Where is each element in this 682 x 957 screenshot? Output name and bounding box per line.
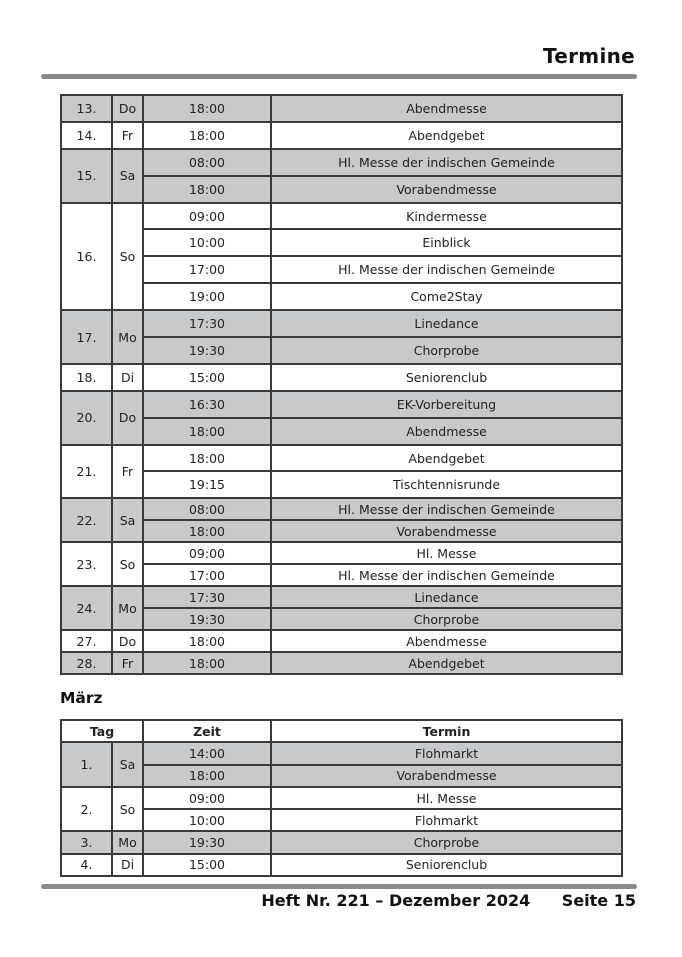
time-cell: 17:30: [143, 310, 271, 337]
event-cell: Vorabendmesse: [271, 176, 622, 203]
table-row: [61, 149, 622, 176]
event-cell: Tischtennisrunde: [271, 471, 622, 498]
table-row: [61, 391, 622, 418]
time-cell: 18:00: [143, 652, 271, 674]
event-cell: Flohmarkt: [271, 809, 622, 831]
table-row: [61, 364, 622, 391]
weekday-cell: So: [112, 542, 143, 586]
event-cell: Vorabendmesse: [271, 520, 622, 542]
weekday-cell: Fr: [112, 445, 143, 499]
event-cell: Come2Stay: [271, 283, 622, 310]
day-cell: 22.: [61, 498, 112, 542]
table-row: [61, 445, 622, 472]
table-row: [61, 787, 622, 809]
event-cell: Seniorenclub: [271, 364, 622, 391]
weekday-cell: Mo: [112, 831, 143, 853]
weekday-cell: Mo: [112, 310, 143, 364]
table-row: [61, 765, 622, 787]
table-row: [61, 608, 622, 630]
day-cell: 4.: [61, 854, 112, 876]
time-cell: 15:00: [143, 854, 271, 876]
page-title: Termine: [542, 44, 635, 68]
day-cell: 15.: [61, 149, 112, 203]
event-cell: Abendmesse: [271, 418, 622, 445]
weekday-cell: Do: [112, 95, 143, 122]
event-cell: Chorprobe: [271, 608, 622, 630]
weekday-cell: Di: [112, 364, 143, 391]
weekday-cell: Fr: [112, 652, 143, 674]
table-row: [61, 337, 622, 364]
weekday-cell: Do: [112, 630, 143, 652]
table-row: [61, 809, 622, 831]
table-row: [61, 520, 622, 542]
time-cell: 15:00: [143, 364, 271, 391]
weekday-cell: Sa: [112, 498, 143, 542]
event-cell: Linedance: [271, 310, 622, 337]
page-footer: [261, 891, 636, 910]
event-cell: Hl. Messe: [271, 542, 622, 564]
time-cell: 17:30: [143, 586, 271, 608]
time-cell: 08:00: [143, 498, 271, 520]
time-cell: 17:00: [143, 256, 271, 283]
column-header-day: Tag: [61, 720, 143, 742]
table-row: [61, 95, 622, 122]
table-row: [61, 854, 622, 876]
day-cell: 21.: [61, 445, 112, 499]
event-cell: Hl. Messe: [271, 787, 622, 809]
weekday-cell: Sa: [112, 149, 143, 203]
table-row: [61, 831, 622, 853]
time-cell: 18:00: [143, 630, 271, 652]
table-row: [61, 283, 622, 310]
column-header-time: Zeit: [143, 720, 271, 742]
footer-divider: [41, 884, 637, 889]
day-cell: 13.: [61, 95, 112, 122]
day-cell: 27.: [61, 630, 112, 652]
table-header-row: [61, 720, 622, 742]
time-cell: 09:00: [143, 787, 271, 809]
weekday-cell: Fr: [112, 122, 143, 149]
page-number: Seite 15: [561, 891, 636, 910]
table-row: [61, 203, 622, 230]
event-cell: Hl. Messe der indischen Gemeinde: [271, 498, 622, 520]
march-schedule-table: [60, 719, 623, 877]
time-cell: 19:30: [143, 608, 271, 630]
event-cell: Hl. Messe der indischen Gemeinde: [271, 564, 622, 586]
table-row: [61, 542, 622, 564]
weekday-cell: Sa: [112, 742, 143, 787]
table-row: [61, 418, 622, 445]
day-cell: 3.: [61, 831, 112, 853]
time-cell: 19:15: [143, 471, 271, 498]
weekday-cell: So: [112, 787, 143, 832]
table-row: [61, 471, 622, 498]
table-row: [61, 652, 622, 674]
time-cell: 18:00: [143, 418, 271, 445]
time-cell: 18:00: [143, 176, 271, 203]
time-cell: 18:00: [143, 122, 271, 149]
day-cell: 17.: [61, 310, 112, 364]
issue-label: Heft Nr. 221 – Dezember 2024: [261, 891, 531, 910]
table-row: [61, 564, 622, 586]
time-cell: 19:30: [143, 831, 271, 853]
table-row: [61, 498, 622, 520]
event-cell: Einblick: [271, 229, 622, 256]
day-cell: 20.: [61, 391, 112, 445]
time-cell: 09:00: [143, 203, 271, 230]
column-header-event: Termin: [271, 720, 622, 742]
time-cell: 18:00: [143, 765, 271, 787]
event-cell: Chorprobe: [271, 337, 622, 364]
time-cell: 17:00: [143, 564, 271, 586]
time-cell: 16:30: [143, 391, 271, 418]
day-cell: 28.: [61, 652, 112, 674]
event-cell: Chorprobe: [271, 831, 622, 853]
event-cell: Abendgebet: [271, 122, 622, 149]
time-cell: 19:00: [143, 283, 271, 310]
time-cell: 14:00: [143, 742, 271, 764]
table-row: [61, 176, 622, 203]
table-row: [61, 586, 622, 608]
event-cell: EK-Vorbereitung: [271, 391, 622, 418]
event-cell: Abendgebet: [271, 652, 622, 674]
event-cell: Hl. Messe der indischen Gemeinde: [271, 256, 622, 283]
weekday-cell: Mo: [112, 586, 143, 630]
day-cell: 2.: [61, 787, 112, 832]
time-cell: 18:00: [143, 520, 271, 542]
month-heading-maerz: März: [60, 689, 103, 707]
december-schedule-table: [60, 94, 623, 675]
day-cell: 1.: [61, 742, 112, 787]
table-row: [61, 742, 622, 764]
event-cell: Abendmesse: [271, 630, 622, 652]
weekday-cell: Do: [112, 391, 143, 445]
table-row: [61, 122, 622, 149]
day-cell: 23.: [61, 542, 112, 586]
table-row: [61, 630, 622, 652]
day-cell: 18.: [61, 364, 112, 391]
event-cell: Vorabendmesse: [271, 765, 622, 787]
event-cell: Flohmarkt: [271, 742, 622, 764]
time-cell: 18:00: [143, 95, 271, 122]
header-divider: [41, 74, 637, 79]
table-row: [61, 256, 622, 283]
time-cell: 10:00: [143, 809, 271, 831]
event-cell: Linedance: [271, 586, 622, 608]
table-row: [61, 229, 622, 256]
table-row: [61, 310, 622, 337]
day-cell: 16.: [61, 203, 112, 311]
time-cell: 09:00: [143, 542, 271, 564]
time-cell: 18:00: [143, 445, 271, 472]
event-cell: Kindermesse: [271, 203, 622, 230]
event-cell: Seniorenclub: [271, 854, 622, 876]
time-cell: 10:00: [143, 229, 271, 256]
event-cell: Hl. Messe der indischen Gemeinde: [271, 149, 622, 176]
day-cell: 14.: [61, 122, 112, 149]
day-cell: 24.: [61, 586, 112, 630]
time-cell: 08:00: [143, 149, 271, 176]
time-cell: 19:30: [143, 337, 271, 364]
weekday-cell: Di: [112, 854, 143, 876]
weekday-cell: So: [112, 203, 143, 311]
event-cell: Abendgebet: [271, 445, 622, 472]
event-cell: Abendmesse: [271, 95, 622, 122]
